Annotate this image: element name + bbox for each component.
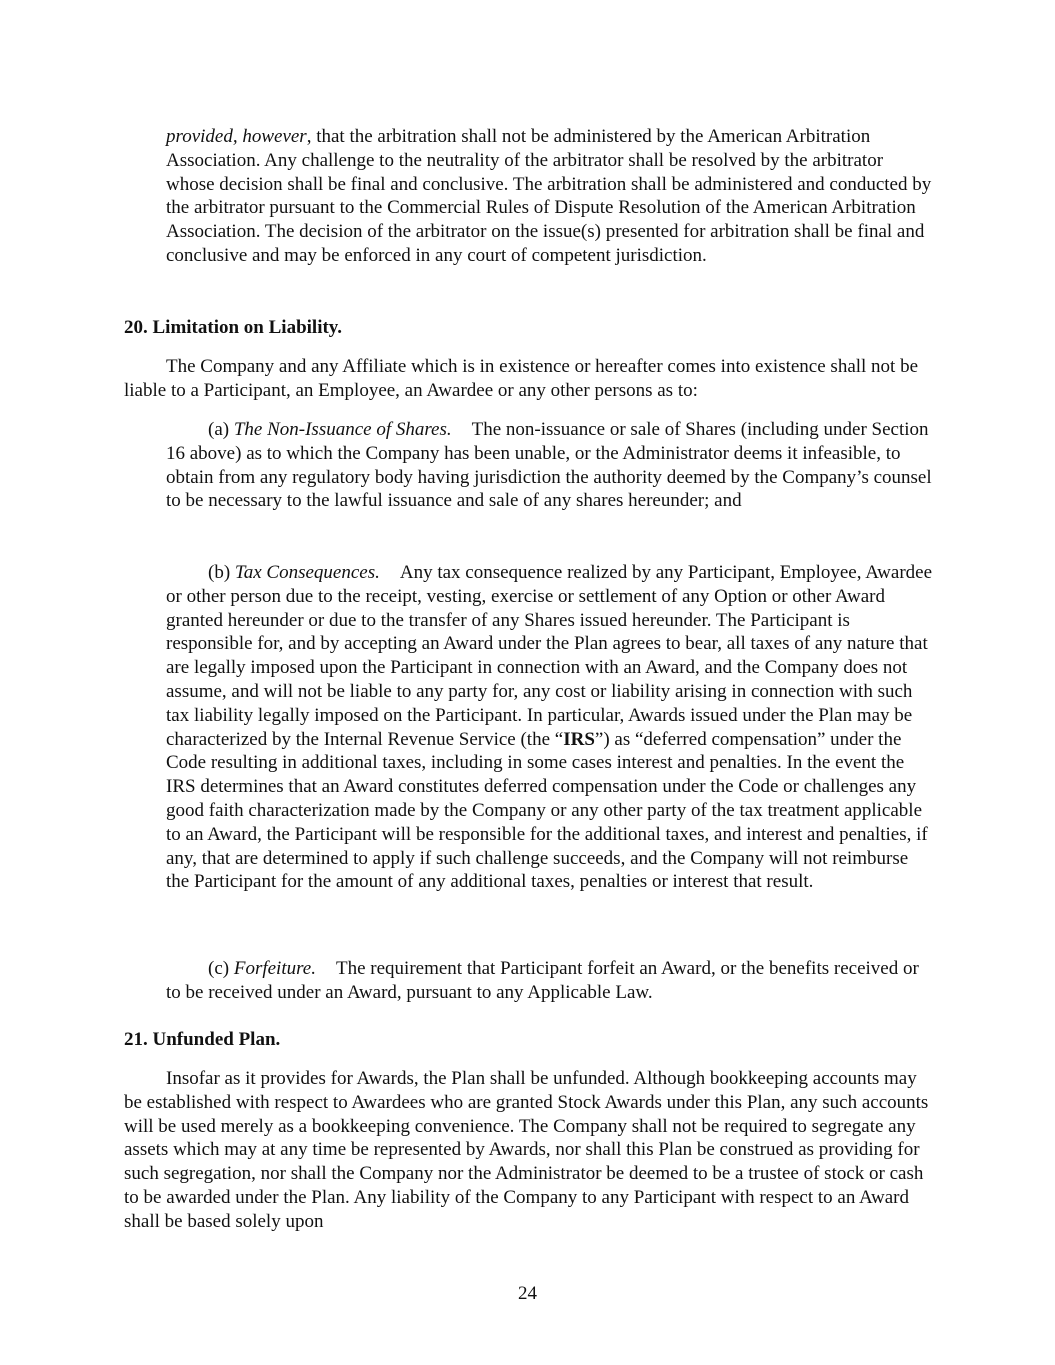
item-a-paragraph — [166, 418, 936, 513]
arbitration-continuation-paragraph — [166, 125, 936, 268]
irs-term: IRS — [563, 728, 595, 750]
arbitration-text: , that the arbitration shall not be administered by the American Arbitration Association. Any challenge to the neutrality of the arbitrator shall be resolved by the arbitrator whose decision shall be final and conclusive. The arbitration shall be administered and conducted by the arbitrator pursuant to the Commercial Rules of Dispute Resolution of the American Arbitration Association. The decision of the arbitrator on the issue(s) presented for arbitration shall be final and conclusive and may be enforced in any court of competent jurisdiction. — [166, 126, 932, 266]
item-a-title: The Non-Issuance of Shares. — [233, 419, 452, 440]
item-b-marker: (b) — [208, 562, 231, 583]
item-b-text-before: Any tax consequence realized by any Participant, Employee, Awardee or other person due to the receipt, vesting, exercise or settlement of any Option or other Award granted hereunder or due to the transfer of any Shares issued hereunder. The Participant is responsible for, and by accepting an Award under the Plan agrees to bear, all taxes of any nature that are legally imposed upon the Participant in connection with an Award, and the Company does not assume, and will not be liable to any party for, any cost or liability arising in connection with such tax liability legally imposed on the Participant. In particular, Awards issued under the Plan may be characterized by the Internal Revenue Service (the “ — [166, 562, 933, 750]
section-20-intro-paragraph: The Company and any Affiliate which is in existence or hereafter comes into existence shall not be liable to a Participant, an Employee, an Awardee or any other persons as to: — [124, 356, 919, 401]
item-c-text: The requirement that Participant forfeit an Award, or the benefits received or to be received under an Award, pursuant to any Applicable Law. — [166, 958, 919, 1003]
item-b-text-after: ”) as “deferred compensation” under the Code resulting in additional taxes, including in some cases interest and penalties. In the event the IRS determines that an Award constitutes deferred compensation under the Code or challenges any good faith characterization made by the Company or any other party of the tax treatment applicable to an Award, the Participant will be responsible for the additional taxes, and interest and penalties, if any, that are determined to apply if such challenge succeeds, and the Company will not reimburse the Participant for the amount of any additional taxes, penalties or interest that result. — [166, 728, 928, 893]
item-c-title: Forfeiture. — [233, 958, 316, 979]
section-21-paragraph: Insofar as it provides for Awards, the Plan shall be unfunded. Although bookkeeping accounts may be established with respect to Awardees who are granted Stock Awards under this Plan, any such accounts will be used merely as a bookkeeping convenience. The Company shall not be required to segregate any assets which may at any time be represented by Awards, nor shall this Plan be construed as providing for such segregation, nor shall the Company nor the Administrator be deemed to be a trustee of stock or cash to be awarded under the Plan. Any liability of the Company to any Participant with respect to an Award shall be based solely upon — [124, 1068, 929, 1232]
section-21-heading: 21. Unfunded Plan. — [124, 1029, 281, 1050]
section-20-heading: 20. Limitation on Liability. — [124, 317, 343, 338]
item-b-title: Tax Consequences. — [234, 562, 380, 583]
item-c-paragraph — [166, 957, 936, 1005]
page-number: 24 — [518, 1283, 537, 1304]
item-a-marker: (a) — [208, 419, 230, 440]
item-a-text: The non-issuance or sale of Shares (including under Section 16 above) as to which the Company has been unable, or the Administrator deems it infeasible, to obtain from any regulatory body having jurisdiction the authority deemed by the Company’s counsel to be necessary to the lawful issuance and sale of any shares hereunder; and — [166, 419, 932, 512]
item-b-paragraph — [166, 561, 936, 894]
item-c-marker: (c) — [208, 958, 230, 979]
provided-however-phrase: provided, however — [166, 126, 307, 147]
